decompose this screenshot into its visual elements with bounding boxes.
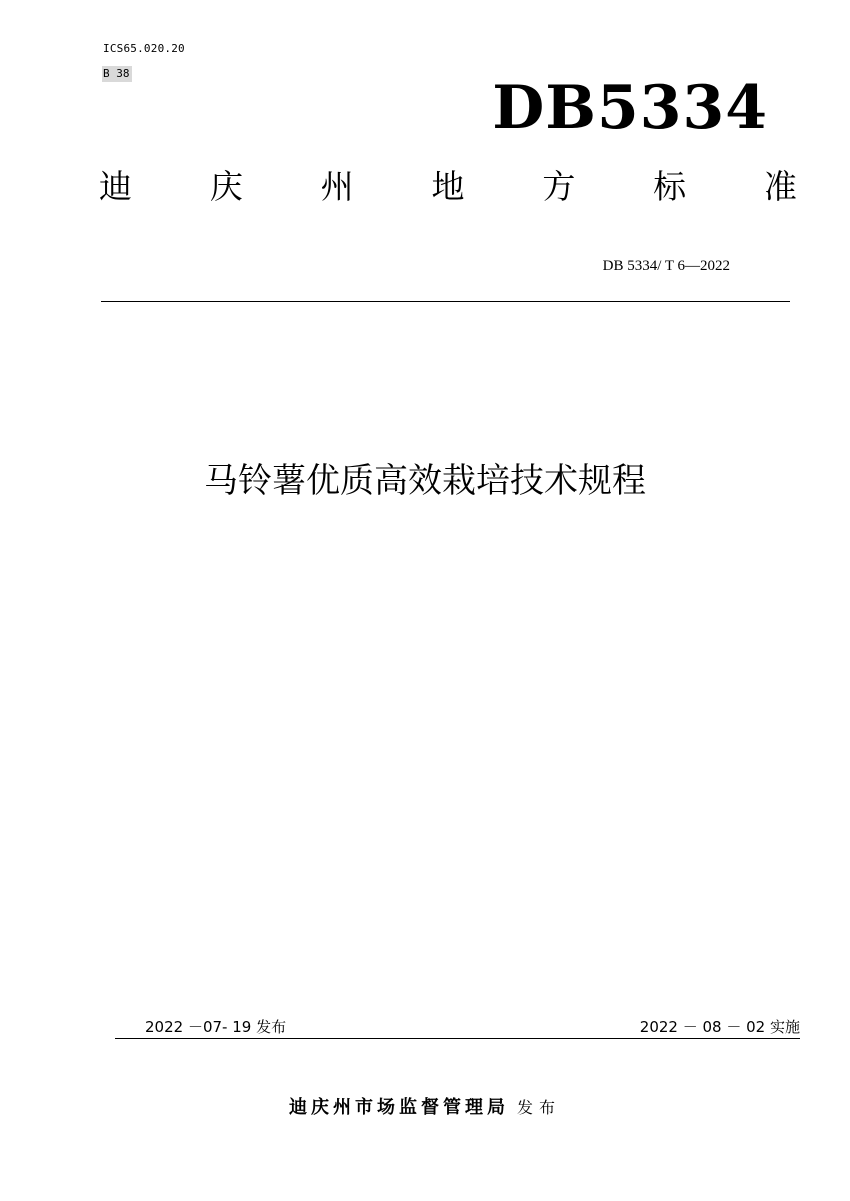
- footer-divider: [115, 1038, 800, 1039]
- header-divider: [101, 301, 790, 302]
- standard-type-label: [99, 164, 797, 210]
- implement-date: 2022 － 08 － 02 实施: [639, 1018, 800, 1036]
- issuer-line: [0, 1094, 850, 1122]
- issuer-name: 迪庆州市场监督管理局: [288, 1097, 509, 1118]
- standard-number: DB 5334/ T 6—2022: [602, 258, 730, 274]
- standard-type-char: 标: [653, 167, 687, 206]
- standard-type-char: 方: [542, 167, 576, 206]
- standard-type-char: 准: [763, 167, 797, 206]
- standard-type-char: 迪: [99, 167, 132, 206]
- issuer-action: 发布: [516, 1098, 561, 1117]
- standard-type-char: 地: [431, 167, 465, 206]
- document-title: 马铃薯优质高效栽培技术规程: [204, 461, 646, 501]
- standard-type-char: 州: [320, 167, 354, 206]
- date-row: [115, 1016, 800, 1038]
- publish-date: 2022 －07- 19 发布: [145, 1018, 287, 1036]
- standard-type-char: 庆: [209, 167, 243, 206]
- standard-code: DB5334: [492, 73, 768, 143]
- classification-code: B 38: [103, 67, 130, 80]
- ics-code: ICS65.020.20: [103, 42, 185, 55]
